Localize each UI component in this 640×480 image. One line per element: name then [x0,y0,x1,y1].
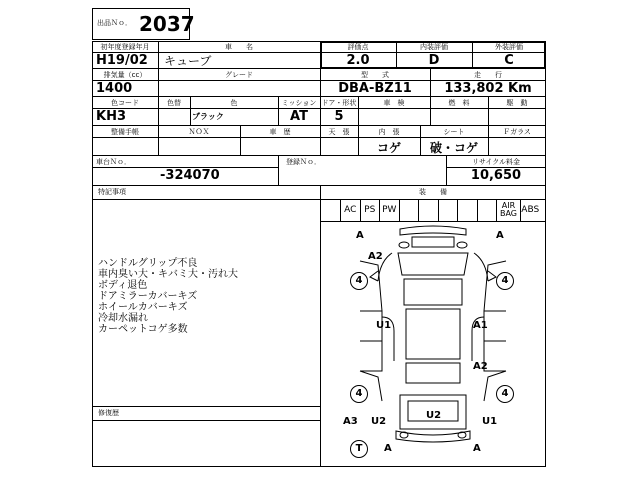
exterior-grade-label: 外装評価 [495,43,523,51]
color-code-label: 色コード [111,99,139,107]
exterior-grade-value: C [504,53,514,68]
damage-mark-left-door: U1 [376,320,392,331]
drive-label: 駆 動 [506,99,528,107]
equipment-cell: AIR BAG [496,199,520,221]
displacement-value: 1400 [96,81,133,96]
roof-label: 天 張 [328,128,350,136]
seat-value: 破・コゲ [429,141,478,155]
note-line: 車内臭い大・キバミ大・汚れ大 [98,269,238,280]
fuel-label: 燃 料 [448,99,470,107]
chassis-number-value: -324070 [160,168,220,183]
transmission-value: AT [290,109,308,124]
wheel-front-left-mark: 4 [350,272,368,290]
equipment-cell: ABS [520,199,540,221]
doors-label: ドア・形状 [321,99,357,107]
note-line: 冷却水漏れ [98,313,148,324]
score-value: 2.0 [346,53,370,68]
trunk-mark: T [350,440,368,458]
damage-mark-bottom-right: A [473,443,481,454]
equipment-cell [399,199,419,221]
service-book-label: 整備手帳 [111,128,139,136]
registration-number-label: 登録Ｎｏ． [286,158,321,166]
recycle-fee-value: 10,650 [470,168,522,183]
color-code-value: KH3 [96,109,126,124]
equipment-cell [438,199,458,221]
lot-number-box [92,8,195,40]
note-line: ハンドルグリップ不良 [98,258,198,269]
equipment-title: 装 備 [419,188,447,196]
interior-grade-value: D [428,53,440,68]
wheel-front-right-mark: 4 [496,272,514,290]
color-change-label: 色替 [167,99,181,107]
wheel-rear-right-mark: 4 [496,385,514,403]
damage-mark-rear-left-u2: U2 [371,416,387,427]
car-diagram [320,221,546,467]
interior-trim-value: コゲ [376,141,401,155]
equipment-cell [418,199,438,221]
color-change-value: ブラック [192,112,224,121]
damage-mark-rear-right: A2 [473,361,488,372]
equipment-cell [457,199,477,221]
lot-number-value: 2037 [139,12,195,36]
wheel-rear-left-mark: 4 [350,385,368,403]
note-line: カーペットコゲ多数 [98,324,188,335]
damage-mark-front-left: A [356,230,364,241]
equipment-row [320,199,546,221]
equipment-cell: PS [360,199,380,221]
damage-mark-rear-hatch: U2 [426,410,442,421]
front-glass-label: Ｆガラス [503,128,531,136]
damage-mark-right-door: A1 [473,320,488,331]
note-line: ドアミラーカバーキズ [98,291,198,302]
note-line: ホイールカバーキズ [98,302,188,313]
inspection-label: 車 検 [383,99,405,107]
nox-label: ＮＯＸ [188,128,210,136]
model-code-value: DBA-BZ11 [338,81,412,96]
lot-number-label: 出品Ｎｏ． [97,19,132,27]
note-line: ボディ退色 [98,280,148,291]
damage-mark-rear-right-u1: U1 [482,416,498,427]
model-code-label: 型 式 [361,71,389,79]
equipment-cell [477,199,497,221]
transmission-label: ミッション [281,99,317,107]
damage-mark-rear-left-a3: A3 [343,416,358,427]
history-label: 車 歴 [269,128,291,136]
interior-trim-label: 内 張 [378,128,400,136]
score-label: 評価点 [347,43,369,51]
seat-label: シート [443,128,465,136]
car-name-value: キューブ [164,54,212,68]
damage-mark-hood: A2 [368,251,383,262]
doors-value: 5 [334,109,344,124]
grade-label: グレード [225,71,253,79]
mileage-value: 133,802 Km [444,81,532,96]
damage-mark-front-right: A [496,230,504,241]
displacement-label: 排気量（cc） [103,71,147,79]
reg-year-value: H19/02 [96,53,148,68]
equipment-cell: AC [340,199,360,221]
damage-mark-bottom-left: A [384,443,392,454]
equipment-cell: PW [379,199,399,221]
color-label: 色 [230,99,238,107]
recycle-fee-label: リサイクル料金 [471,158,521,166]
chassis-number-label: 車台Ｎｏ． [96,158,131,166]
car-name-label: 車 名 [225,43,253,51]
repair-history-label: 修復歴 [98,409,119,417]
interior-grade-label: 内装評価 [420,43,448,51]
notes-title: 特記事項 [98,188,126,196]
reg-year-label: 初年度登録年月 [100,43,150,51]
mileage-label: 走 行 [474,71,502,79]
